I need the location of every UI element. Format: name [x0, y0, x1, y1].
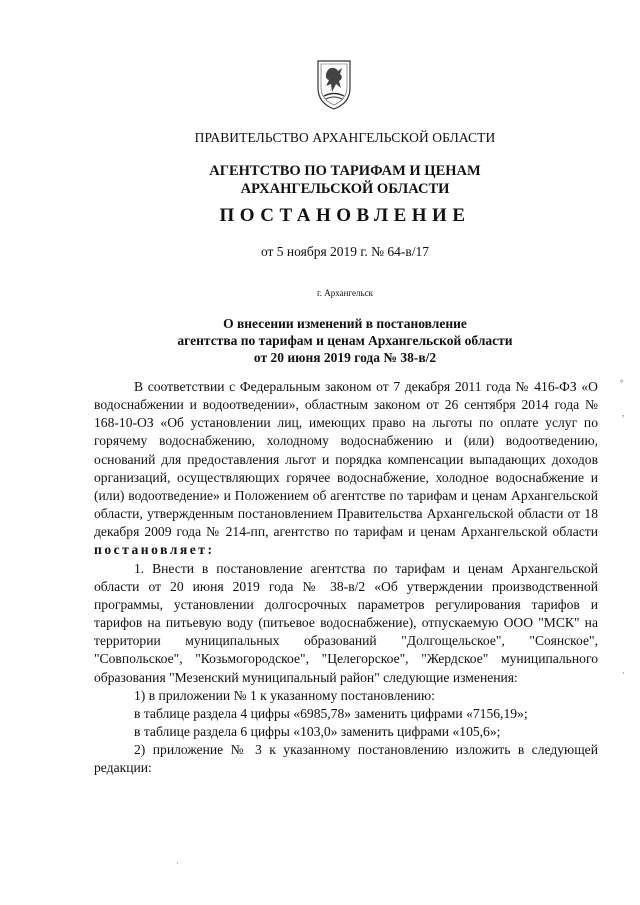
scan-speck: °	[620, 378, 624, 388]
agency-name-line2: АРХАНГЕЛЬСКОЙ ОБЛАСТИ	[240, 181, 450, 197]
document-subject	[0, 315, 640, 366]
government-name: ПРАВИТЕЛЬСТВО АРХАНГЕЛЬСКОЙ ОБЛАСТИ	[194, 130, 496, 145]
scan-speck: ,	[622, 408, 625, 418]
subject-line3: от 20 июня 2019 года № 38-в/2	[253, 350, 437, 365]
item-1-subitem-1: 1) в приложении № 1 к указанному постановлению:	[134, 687, 435, 703]
document-date-number: от 5 ноября 2019 г. № 64-в/17	[260, 244, 430, 259]
preamble-text: В соответствии с Федеральным законом от 7 декабря 2011 года № 416-ФЗ «О водоснабжении и водоотведении», областным законом от 26 сентября 2014 года № 168-10-ОЗ «Об установлении лиц, имеющих право на льготы по оплате услуг по горячему водоснабжению, холодному водоснабжению и (или) водоотведению, оснований для предоставления льгот и порядка компенсации выпадающих доходов организаций, осуществляющих горячее водоснабжение, холодное водоснабжение и (или) водоотведение» и Положением об агентстве по тарифам и ценам Архангельской области, утвержденным постановлением Правительства Архангельской области от 18 декабря 2009 года № 214-пп, агентство по тарифам и ценам Архангельской области	[94, 379, 598, 540]
agency-name	[0, 162, 640, 198]
agency-name-line1: АГЕНТСТВО ПО ТАРИФАМ И ЦЕНАМ	[209, 163, 481, 179]
resolves-keyword: постановляет:	[94, 542, 215, 558]
preamble-paragraph	[94, 378, 598, 560]
subject-line1: О внесении изменений в постановление	[223, 316, 467, 331]
item-1: 1. Внести в постановление агентства по тарифам и ценам Архангельской области от 20 июня 2019 года № 38-в/2 «Об утверждении производственной программы, установлении долгосрочных параметров регулирования тарифов и тарифов на питьевую воду (питьевое водоснабжение), отпускаемую ООО "МСК" на территории муниципальных образований "Долгощельское", "Соянское", "Совпольское", "Козьмогородское", "Целегорское", "Жердское" муниципального образования "Мезенский муниципальный район" следующие изменения:	[94, 560, 598, 685]
item-1-subitem-1-change-a: в таблице раздела 4 цифры «6985,78» заменить цифрами «7156,19»;	[134, 705, 528, 721]
document-city: г. Архангельск	[317, 288, 373, 298]
document-body	[94, 378, 598, 777]
subject-line2: агентства по тарифам и ценам Архангельской области	[177, 333, 513, 348]
scan-speck: ·	[622, 668, 625, 678]
item-1-subitem-2: 2) приложение № 3 к указанному постановлению изложить в следующей редакции:	[94, 742, 598, 776]
coat-of-arms-icon	[316, 58, 352, 110]
item-1-subitem-1-change-b: в таблице раздела 6 цифры «103,0» заменить цифрами «105,6»;	[134, 723, 501, 739]
scan-speck: ·	[176, 858, 179, 868]
document-type: ПОСТАНОВЛЕНИЕ	[219, 205, 471, 226]
